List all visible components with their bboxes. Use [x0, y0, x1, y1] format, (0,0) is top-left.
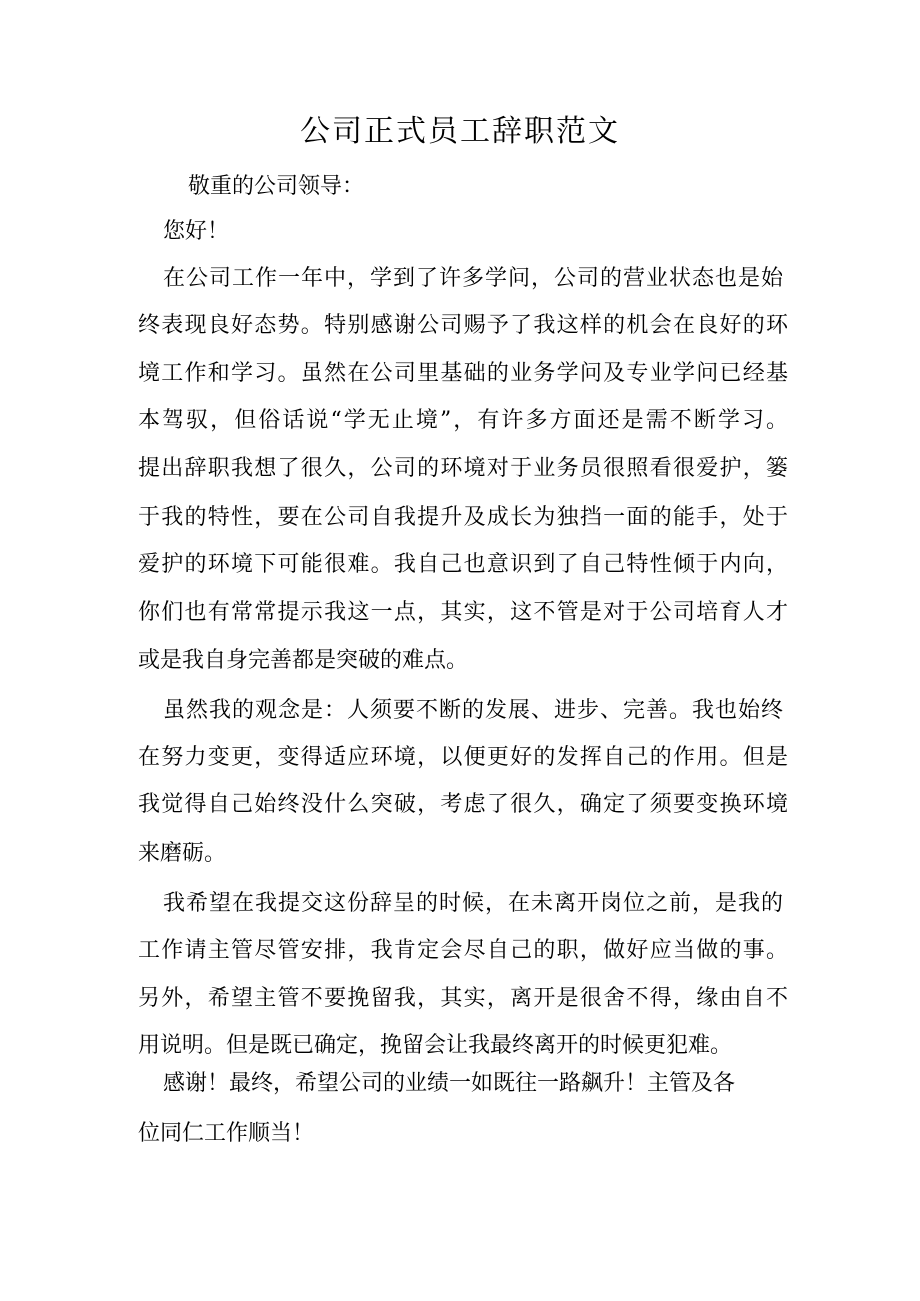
paragraph-line: 另外，希望主管不要挽留我，其实，离开是很舍不得，缘由自不	[138, 986, 788, 1011]
paragraph-line: 我希望在我提交这份辞呈的时候，在未离开岗位之前，是我的	[163, 891, 783, 916]
paragraph-line: 境工作和学习。虽然在公司里基础的业务学问及专业学问已经基	[138, 361, 788, 386]
paragraph-line: 爱护的环境下可能很难。我自己也意识到了自己特性倾于内向，	[138, 552, 788, 577]
paragraph-line: 来磨砺。	[138, 841, 227, 866]
paragraph-line: 我觉得自己始终没什么突破，考虑了很久，确定了须要变换环境	[138, 792, 788, 817]
paragraph-line: 终表现良好态势。特别感谢公司赐予了我这样的机会在良好的环	[138, 313, 788, 338]
paragraph-line: 感谢！最终，希望公司的业绩一如既往一路飙升！主管及各	[163, 1071, 736, 1096]
greeting: 您好！	[163, 219, 230, 244]
paragraph-line: 虽然我的观念是：人须要不断的发展、进步、完善。我也始终	[163, 698, 783, 723]
paragraph-line: 用说明。但是既已确定，挽留会让我最终离开的时候更犯难。	[138, 1033, 733, 1058]
paragraph-line: 本驾驭，但俗话说“学无止境”，有许多方面还是需不断学习。	[138, 408, 788, 433]
document-title: 公司正式员工辞职范文	[300, 114, 620, 149]
paragraph-line: 于我的特性，要在公司自我提升及成长为独挡一面的能手，处于	[138, 505, 788, 530]
paragraph-line: 或是我自身完善都是突破的难点。	[138, 648, 469, 673]
paragraph-line: 在努力变更，变得适应环境，以便更好的发挥自己的作用。但是	[138, 745, 788, 770]
paragraph-line: 提出辞职我想了很久，公司的环境对于业务员很照看很爱护，篓	[138, 456, 788, 481]
paragraph-line: 你们也有常常提示我这一点，其实，这不管是对于公司培育人才	[138, 600, 788, 625]
salutation: 敬重的公司领导：	[188, 174, 365, 199]
paragraph-line: 工作请主管尽管安排，我肯定会尽自己的职，做好应当做的事。	[138, 938, 788, 963]
paragraph-line: 在公司工作一年中，学到了许多学问，公司的营业状态也是始	[163, 266, 783, 291]
paragraph-line: 位同仁工作顺当！	[138, 1121, 315, 1146]
